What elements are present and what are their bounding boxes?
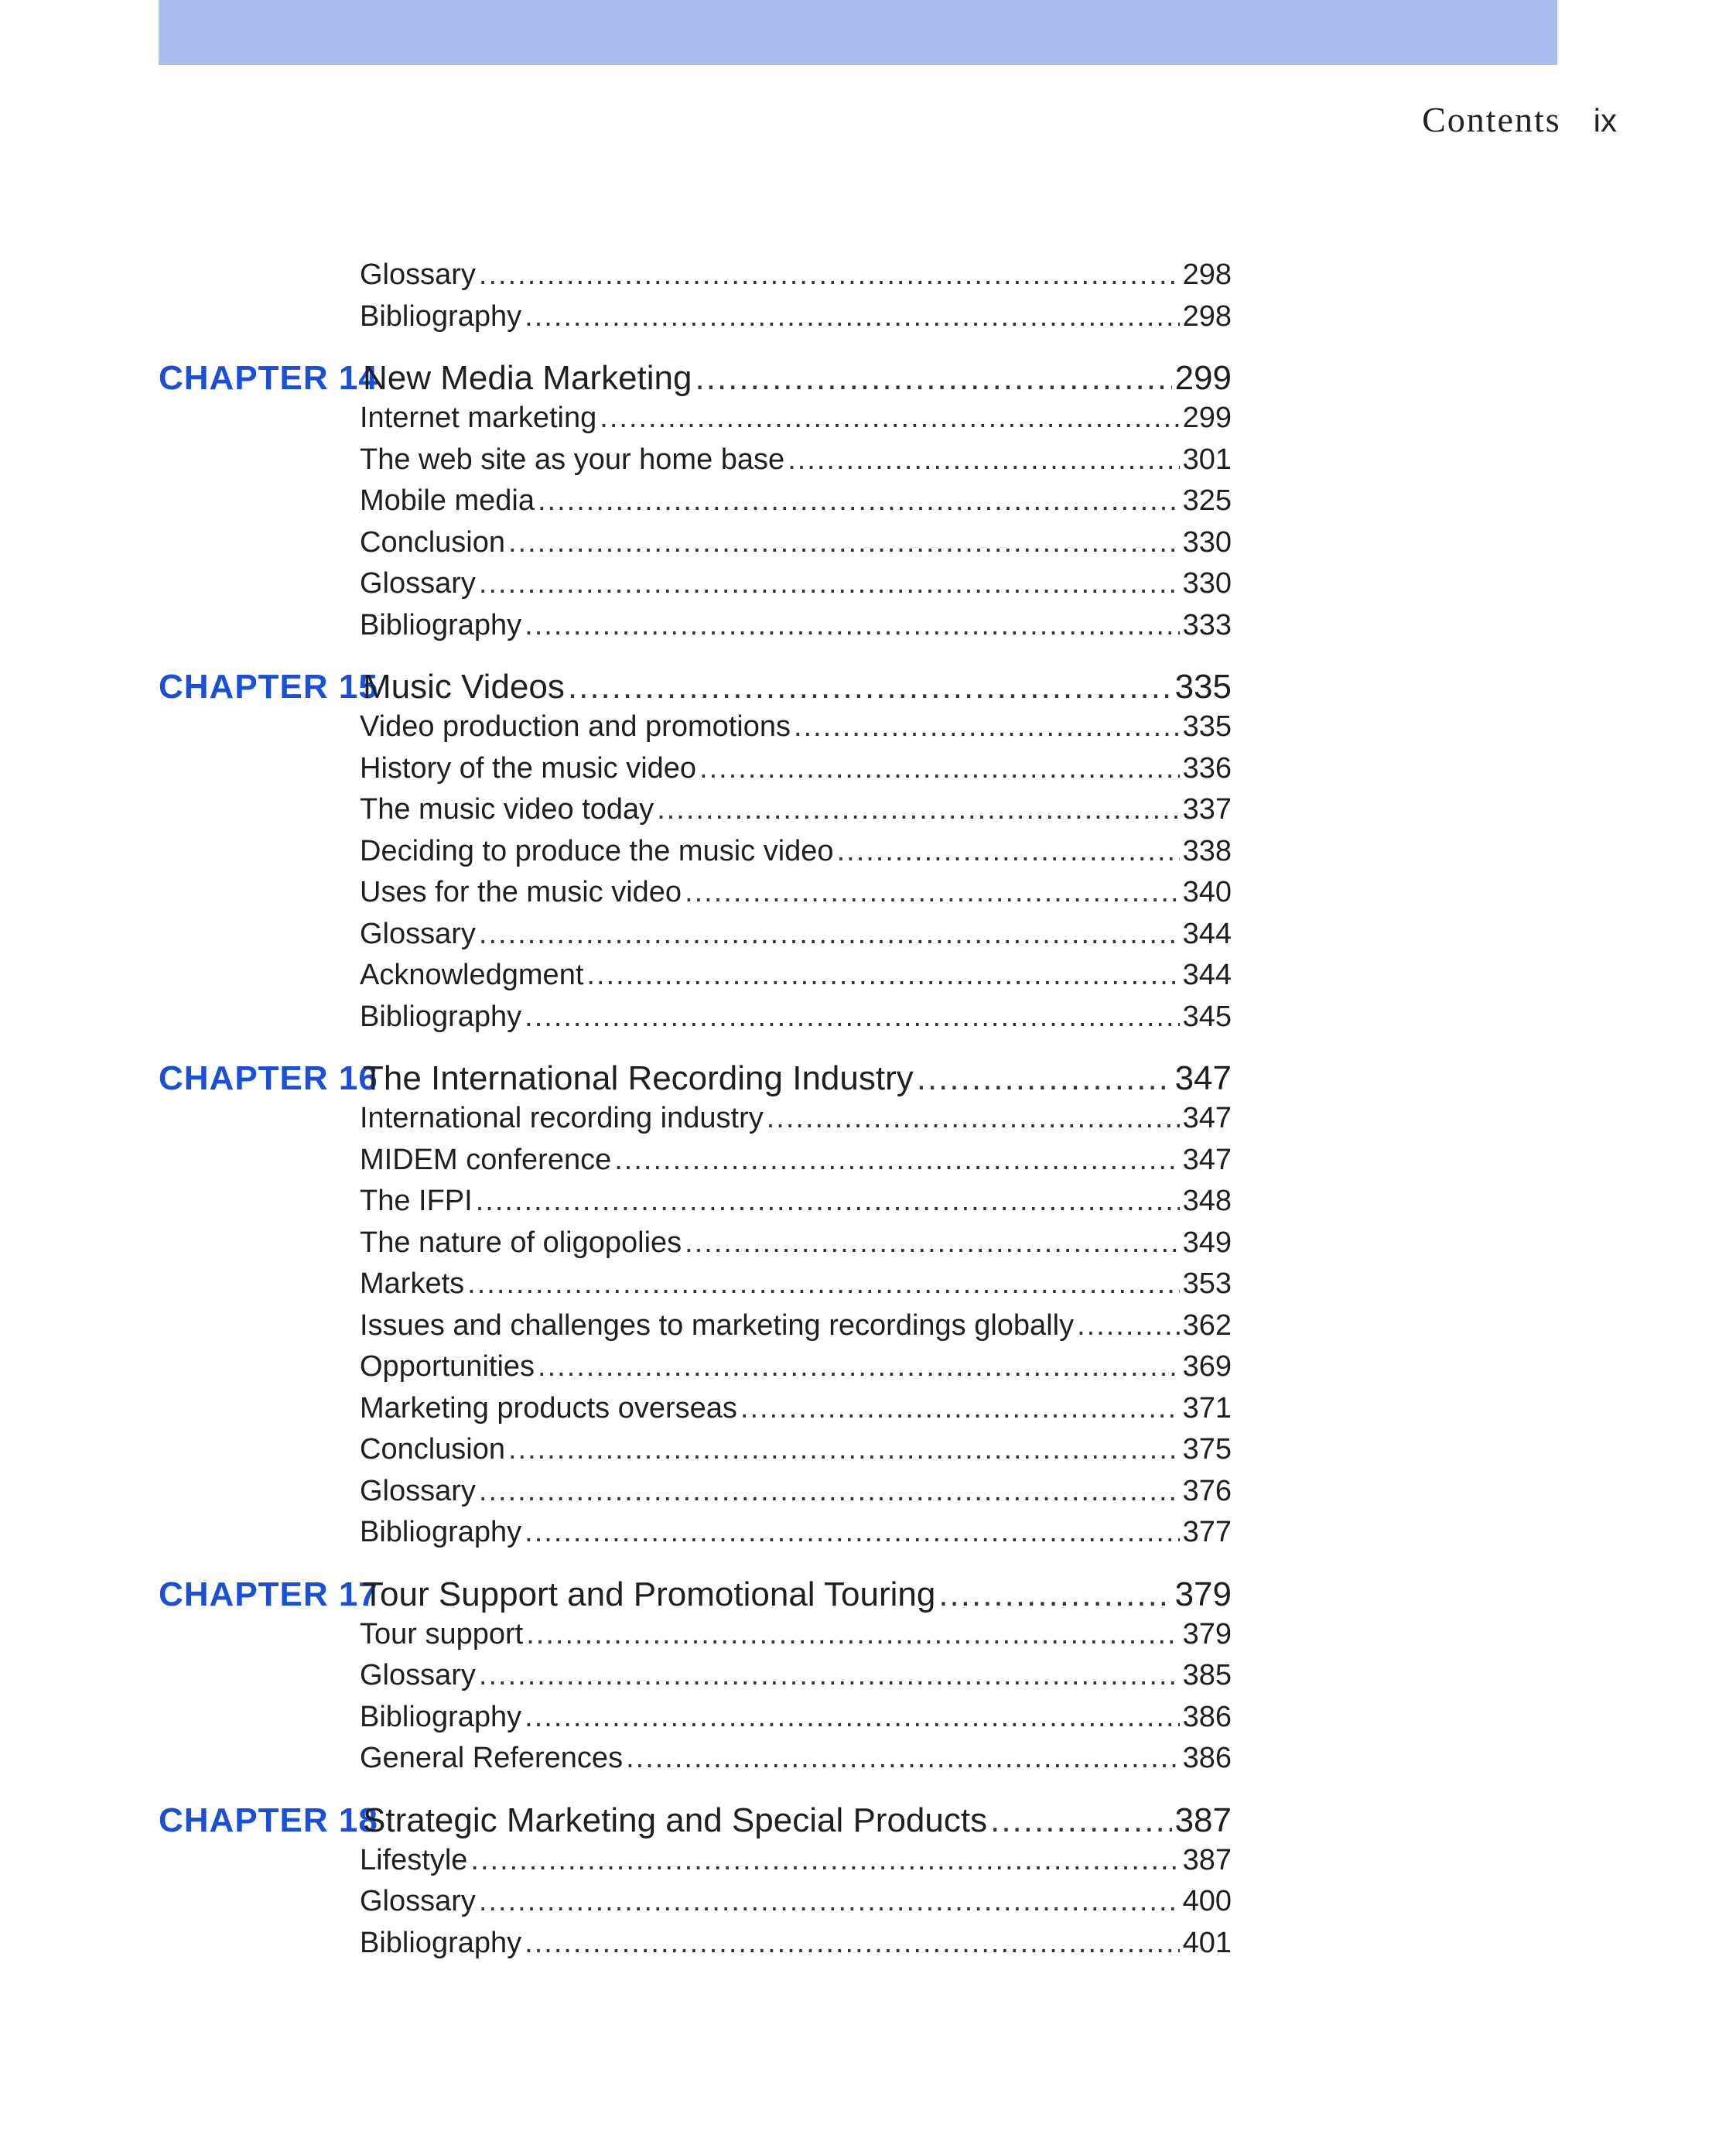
section-title: General References bbox=[360, 1742, 624, 1774]
toc-section-entry bbox=[360, 1656, 1232, 1695]
section-title: Bibliography bbox=[360, 1000, 522, 1033]
toc-chapter-entry bbox=[159, 1057, 1232, 1100]
page-ref: 338 bbox=[1182, 835, 1232, 867]
section-title: Issues and challenges to marketing recordings globally bbox=[360, 1309, 1075, 1342]
page-ref: 401 bbox=[1182, 1927, 1232, 1959]
page-ref: 299 bbox=[1182, 402, 1232, 434]
toc-section-entry bbox=[360, 1513, 1232, 1551]
section-title: The nature of oligopolies bbox=[360, 1226, 682, 1259]
dot-leader bbox=[837, 832, 1180, 870]
section-title: Bibliography bbox=[360, 609, 522, 641]
section-title: Glossary bbox=[360, 1885, 476, 1917]
dot-leader bbox=[586, 956, 1179, 994]
page-ref: 347 bbox=[1174, 1059, 1232, 1097]
section-title: Glossary bbox=[360, 258, 476, 291]
page-ref: 299 bbox=[1174, 359, 1232, 397]
page-ref: 386 bbox=[1182, 1742, 1232, 1774]
dot-leader bbox=[476, 1182, 1180, 1220]
dot-leader bbox=[525, 1513, 1179, 1551]
dot-leader bbox=[479, 1472, 1180, 1510]
dot-leader bbox=[538, 481, 1180, 520]
section-title: Acknowledgment bbox=[360, 959, 584, 991]
page-ref: 330 bbox=[1182, 567, 1232, 600]
toc-section-entry bbox=[360, 1223, 1232, 1262]
toc-section-entry bbox=[360, 1182, 1232, 1220]
page-ref: 379 bbox=[1182, 1618, 1232, 1650]
dot-leader bbox=[525, 997, 1179, 1036]
page-ref: 375 bbox=[1182, 1433, 1232, 1466]
dot-leader bbox=[538, 1347, 1180, 1386]
dot-leader bbox=[568, 665, 1172, 709]
toc-section-entry bbox=[360, 1472, 1232, 1510]
section-title: Conclusion bbox=[360, 1433, 505, 1466]
dot-leader bbox=[508, 523, 1180, 562]
page-ref: 344 bbox=[1182, 918, 1232, 950]
toc-section-entry bbox=[360, 440, 1232, 479]
dot-leader bbox=[685, 873, 1180, 912]
dot-leader bbox=[467, 1264, 1179, 1303]
dot-leader bbox=[526, 1615, 1179, 1654]
section-title: International recording industry bbox=[360, 1102, 764, 1134]
page-ref: 379 bbox=[1174, 1575, 1232, 1613]
page-ref: 335 bbox=[1182, 710, 1232, 743]
chapter-title: The International Recording Industry bbox=[363, 1059, 914, 1097]
page-ref: 344 bbox=[1182, 959, 1232, 991]
dot-leader bbox=[990, 1799, 1171, 1842]
page-ref: 345 bbox=[1182, 1000, 1232, 1033]
toc-section-entry bbox=[360, 1430, 1232, 1469]
dot-leader bbox=[699, 749, 1180, 788]
toc-chapter-entry bbox=[159, 357, 1232, 400]
page-ref: 386 bbox=[1182, 1701, 1232, 1733]
dot-leader bbox=[525, 297, 1179, 336]
chapter-label: CHAPTER 15 bbox=[159, 668, 378, 706]
dot-leader bbox=[508, 1430, 1180, 1469]
dot-leader bbox=[626, 1739, 1180, 1777]
page-ref: 348 bbox=[1182, 1185, 1232, 1217]
dot-leader bbox=[479, 564, 1180, 603]
toc-chapter-entry bbox=[159, 1573, 1232, 1616]
header-color-bar bbox=[159, 0, 1557, 65]
toc-section-entry bbox=[360, 564, 1232, 603]
page-ref: 362 bbox=[1182, 1309, 1232, 1342]
dot-leader bbox=[525, 1698, 1179, 1736]
section-title: The music video today bbox=[360, 793, 654, 826]
section-title: Deciding to produce the music video bbox=[360, 835, 834, 867]
chapter-label: CHAPTER 16 bbox=[159, 1059, 378, 1097]
section-title: Bibliography bbox=[360, 1927, 522, 1959]
page-ref: 340 bbox=[1182, 876, 1232, 908]
page-ref: 330 bbox=[1182, 526, 1232, 559]
page-ref: 333 bbox=[1182, 609, 1232, 641]
page-ref: 377 bbox=[1182, 1516, 1232, 1548]
page-ref: 349 bbox=[1182, 1226, 1232, 1259]
chapter-title: Music Videos bbox=[363, 668, 565, 706]
page-ref: 387 bbox=[1174, 1801, 1232, 1839]
section-title: Glossary bbox=[360, 1475, 476, 1507]
dot-leader bbox=[685, 1223, 1179, 1262]
dot-leader bbox=[767, 1099, 1180, 1137]
toc-section-entry bbox=[360, 255, 1232, 294]
section-title: Conclusion bbox=[360, 526, 505, 559]
section-title: Internet marketing bbox=[360, 402, 597, 434]
section-title: Video production and promotions bbox=[360, 710, 791, 743]
section-title: Bibliography bbox=[360, 1701, 522, 1733]
toc-section-entry bbox=[360, 790, 1232, 829]
toc-section-entry bbox=[360, 832, 1232, 870]
dot-leader bbox=[938, 1573, 1171, 1616]
chapter-label: CHAPTER 17 bbox=[159, 1575, 378, 1613]
toc-section-entry bbox=[360, 1739, 1232, 1777]
section-title: Opportunities bbox=[360, 1350, 535, 1383]
toc-section-entry bbox=[360, 1141, 1232, 1179]
toc-section-entry bbox=[360, 523, 1232, 562]
toc-section-entry bbox=[360, 1698, 1232, 1736]
toc-section-entry bbox=[360, 997, 1232, 1036]
page-ref: 298 bbox=[1182, 300, 1232, 333]
page-ref: 298 bbox=[1182, 258, 1232, 291]
toc-chapter-entry bbox=[159, 665, 1232, 709]
toc-section-entry bbox=[360, 1615, 1232, 1654]
toc-section-entry bbox=[360, 1924, 1232, 1962]
toc-section-entry bbox=[360, 481, 1232, 520]
page-ref: 369 bbox=[1182, 1350, 1232, 1383]
section-title: MIDEM conference bbox=[360, 1144, 612, 1176]
dot-leader bbox=[525, 606, 1179, 645]
toc-section-entry bbox=[360, 956, 1232, 994]
chapter-label: CHAPTER 18 bbox=[159, 1801, 378, 1839]
section-title: Bibliography bbox=[360, 300, 522, 333]
toc-section-entry bbox=[360, 1389, 1232, 1428]
dot-leader bbox=[1077, 1306, 1180, 1345]
section-title: Glossary bbox=[360, 567, 476, 600]
page-ref: 347 bbox=[1182, 1102, 1232, 1134]
section-title: Glossary bbox=[360, 1659, 476, 1691]
section-title: Uses for the music video bbox=[360, 876, 682, 908]
toc-section-entry bbox=[360, 1099, 1232, 1137]
toc-section-entry bbox=[360, 1264, 1232, 1303]
toc-chapter-entry bbox=[159, 1799, 1232, 1842]
section-title: History of the music video bbox=[360, 752, 697, 785]
chapter-title: Strategic Marketing and Special Products bbox=[363, 1801, 988, 1839]
running-title: Contents bbox=[1422, 100, 1561, 139]
page-ref: 387 bbox=[1182, 1844, 1232, 1876]
page-ref: 353 bbox=[1182, 1267, 1232, 1300]
page-ref: 335 bbox=[1174, 668, 1232, 706]
dot-leader bbox=[657, 790, 1179, 829]
dot-leader bbox=[600, 398, 1179, 437]
page-ref: 336 bbox=[1182, 752, 1232, 785]
page-ref: 325 bbox=[1182, 484, 1232, 517]
dot-leader bbox=[479, 1656, 1180, 1695]
toc-section-entry bbox=[360, 1882, 1232, 1921]
dot-leader bbox=[740, 1389, 1180, 1428]
dot-leader bbox=[479, 255, 1180, 294]
dot-leader bbox=[917, 1057, 1172, 1100]
page-ref: 376 bbox=[1182, 1475, 1232, 1507]
section-title: Mobile media bbox=[360, 484, 535, 517]
toc-section-entry bbox=[360, 1841, 1232, 1880]
chapter-title: New Media Marketing bbox=[363, 359, 692, 397]
dot-leader bbox=[525, 1924, 1179, 1962]
section-title: Lifestyle bbox=[360, 1844, 468, 1876]
dot-leader bbox=[794, 707, 1180, 746]
toc-section-entry bbox=[360, 398, 1232, 437]
section-title: The web site as your home base bbox=[360, 443, 785, 476]
section-title: Glossary bbox=[360, 918, 476, 950]
running-header bbox=[1315, 99, 1617, 153]
page-ref: 337 bbox=[1182, 793, 1232, 826]
toc-section-entry bbox=[360, 1347, 1232, 1386]
dot-leader bbox=[788, 440, 1179, 479]
page-ref: 385 bbox=[1182, 1659, 1232, 1691]
page-ref: 301 bbox=[1182, 443, 1232, 476]
dot-leader bbox=[470, 1841, 1179, 1880]
dot-leader bbox=[479, 915, 1180, 953]
toc-section-entry bbox=[360, 707, 1232, 746]
chapter-label: CHAPTER 14 bbox=[159, 359, 378, 397]
section-title: Marketing products overseas bbox=[360, 1392, 737, 1425]
dot-leader bbox=[695, 357, 1172, 400]
toc-section-entry bbox=[360, 749, 1232, 788]
section-title: Bibliography bbox=[360, 1516, 522, 1548]
page-ref: 347 bbox=[1182, 1144, 1232, 1176]
section-title: The IFPI bbox=[360, 1185, 473, 1217]
page-number: ix bbox=[1593, 102, 1617, 139]
dot-leader bbox=[614, 1141, 1179, 1179]
dot-leader bbox=[479, 1882, 1180, 1921]
toc-section-entry bbox=[360, 1306, 1232, 1345]
toc-section-entry bbox=[360, 606, 1232, 645]
chapter-title: Tour Support and Promotional Touring bbox=[363, 1575, 936, 1613]
toc-section-entry bbox=[360, 915, 1232, 953]
page-ref: 400 bbox=[1182, 1885, 1232, 1917]
page-ref: 371 bbox=[1182, 1392, 1232, 1425]
toc-section-entry bbox=[360, 297, 1232, 336]
section-title: Tour support bbox=[360, 1618, 524, 1650]
toc-section-entry bbox=[360, 873, 1232, 912]
section-title: Markets bbox=[360, 1267, 465, 1300]
